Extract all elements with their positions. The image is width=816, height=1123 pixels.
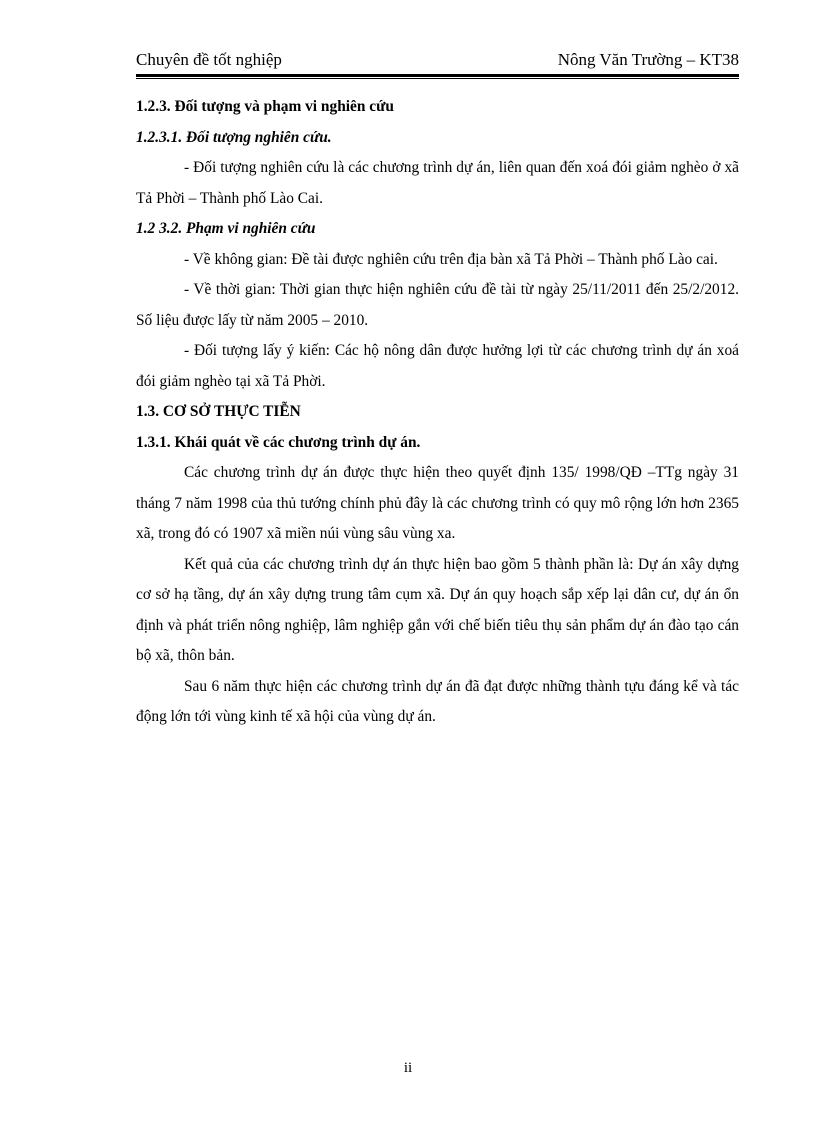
header-title: Chuyên đề tốt nghiệp bbox=[136, 50, 282, 69]
paragraph-doi-tuong: - Đối tượng nghiên cứu là các chương trình dự án, liên quan đến xoá đói giảm nghèo ở xã Tả Phời – Thành phố Lào Cai. bbox=[136, 159, 739, 207]
paragraph-doi-tuong-lay-y-kien: - Đối tượng lấy ý kiến: Các hộ nông dân được hưởng lợi từ các chương trình dự án xoá đói giảm nghèo tại xã Tả Phời. bbox=[136, 342, 739, 390]
section-heading-1-3: 1.3. CƠ SỞ THỰC TIỄN bbox=[136, 403, 301, 420]
paragraph-thanh-tuu: Sau 6 năm thực hiện các chương trình dự án đã đạt được những thành tựu đáng kể và tác động lớn tới vùng kinh tế xã hội của vùng dự án. bbox=[136, 677, 739, 725]
subsection-heading-1-2-3-1: 1.2.3.1. Đối tượng nghiên cứu. bbox=[136, 128, 332, 146]
section-heading-1-2-3: 1.2.3. Đối tượng và phạm vi nghiên cứu bbox=[136, 98, 394, 115]
paragraph-ket-qua: Kết quả của các chương trình dự án thực hiện bao gồm 5 thành phần là: Dự án xây dựng cơ sở hạ tầng, dự án xây dựng trung tâm cụm xã. Dự án quy hoạch sắp xếp lại dân cư, dự án ổn định và phát triển nông nghiệp, lâm nghiệp gắn với chế biến tiêu thụ sản phẩm dự án đào tạo cán bộ xã, thôn bản. bbox=[136, 555, 739, 664]
page-number: ii bbox=[403, 1060, 413, 1076]
paragraph-quyet-dinh-135: Các chương trình dự án được thực hiện theo quyết định 135/ 1998/QĐ –TTg ngày 31 tháng 7 năm 1998 của thủ tướng chính phủ đây là các chương trình có quy mô rộng lớn hơn 2365 xã, trong đó có 1907 xã miền núi vùng sâu vùng xa. bbox=[136, 464, 739, 542]
paragraph-thoi-gian: - Về thời gian: Thời gian thực hiện nghiên cứu đề tài từ ngày 25/11/2011 đến 25/2/2012. Số liệu được lấy từ năm 2005 – 2010. bbox=[136, 281, 739, 329]
header-author: Nông Văn Trường – KT38 bbox=[557, 50, 739, 69]
header-rule-thick bbox=[136, 74, 739, 77]
subsection-heading-1-2-3-2: 1.2 3.2. Phạm vi nghiên cứu bbox=[136, 220, 316, 237]
paragraph-khong-gian: - Về không gian: Đề tài được nghiên cứu trên địa bàn xã Tả Phời – Thành phố Lào cai. bbox=[184, 250, 718, 268]
document-body bbox=[136, 92, 739, 733]
page-header bbox=[136, 48, 739, 72]
subsection-heading-1-3-1: 1.3.1. Khái quát về các chương trình dự án. bbox=[136, 433, 421, 451]
header-rule-thin bbox=[136, 78, 739, 79]
